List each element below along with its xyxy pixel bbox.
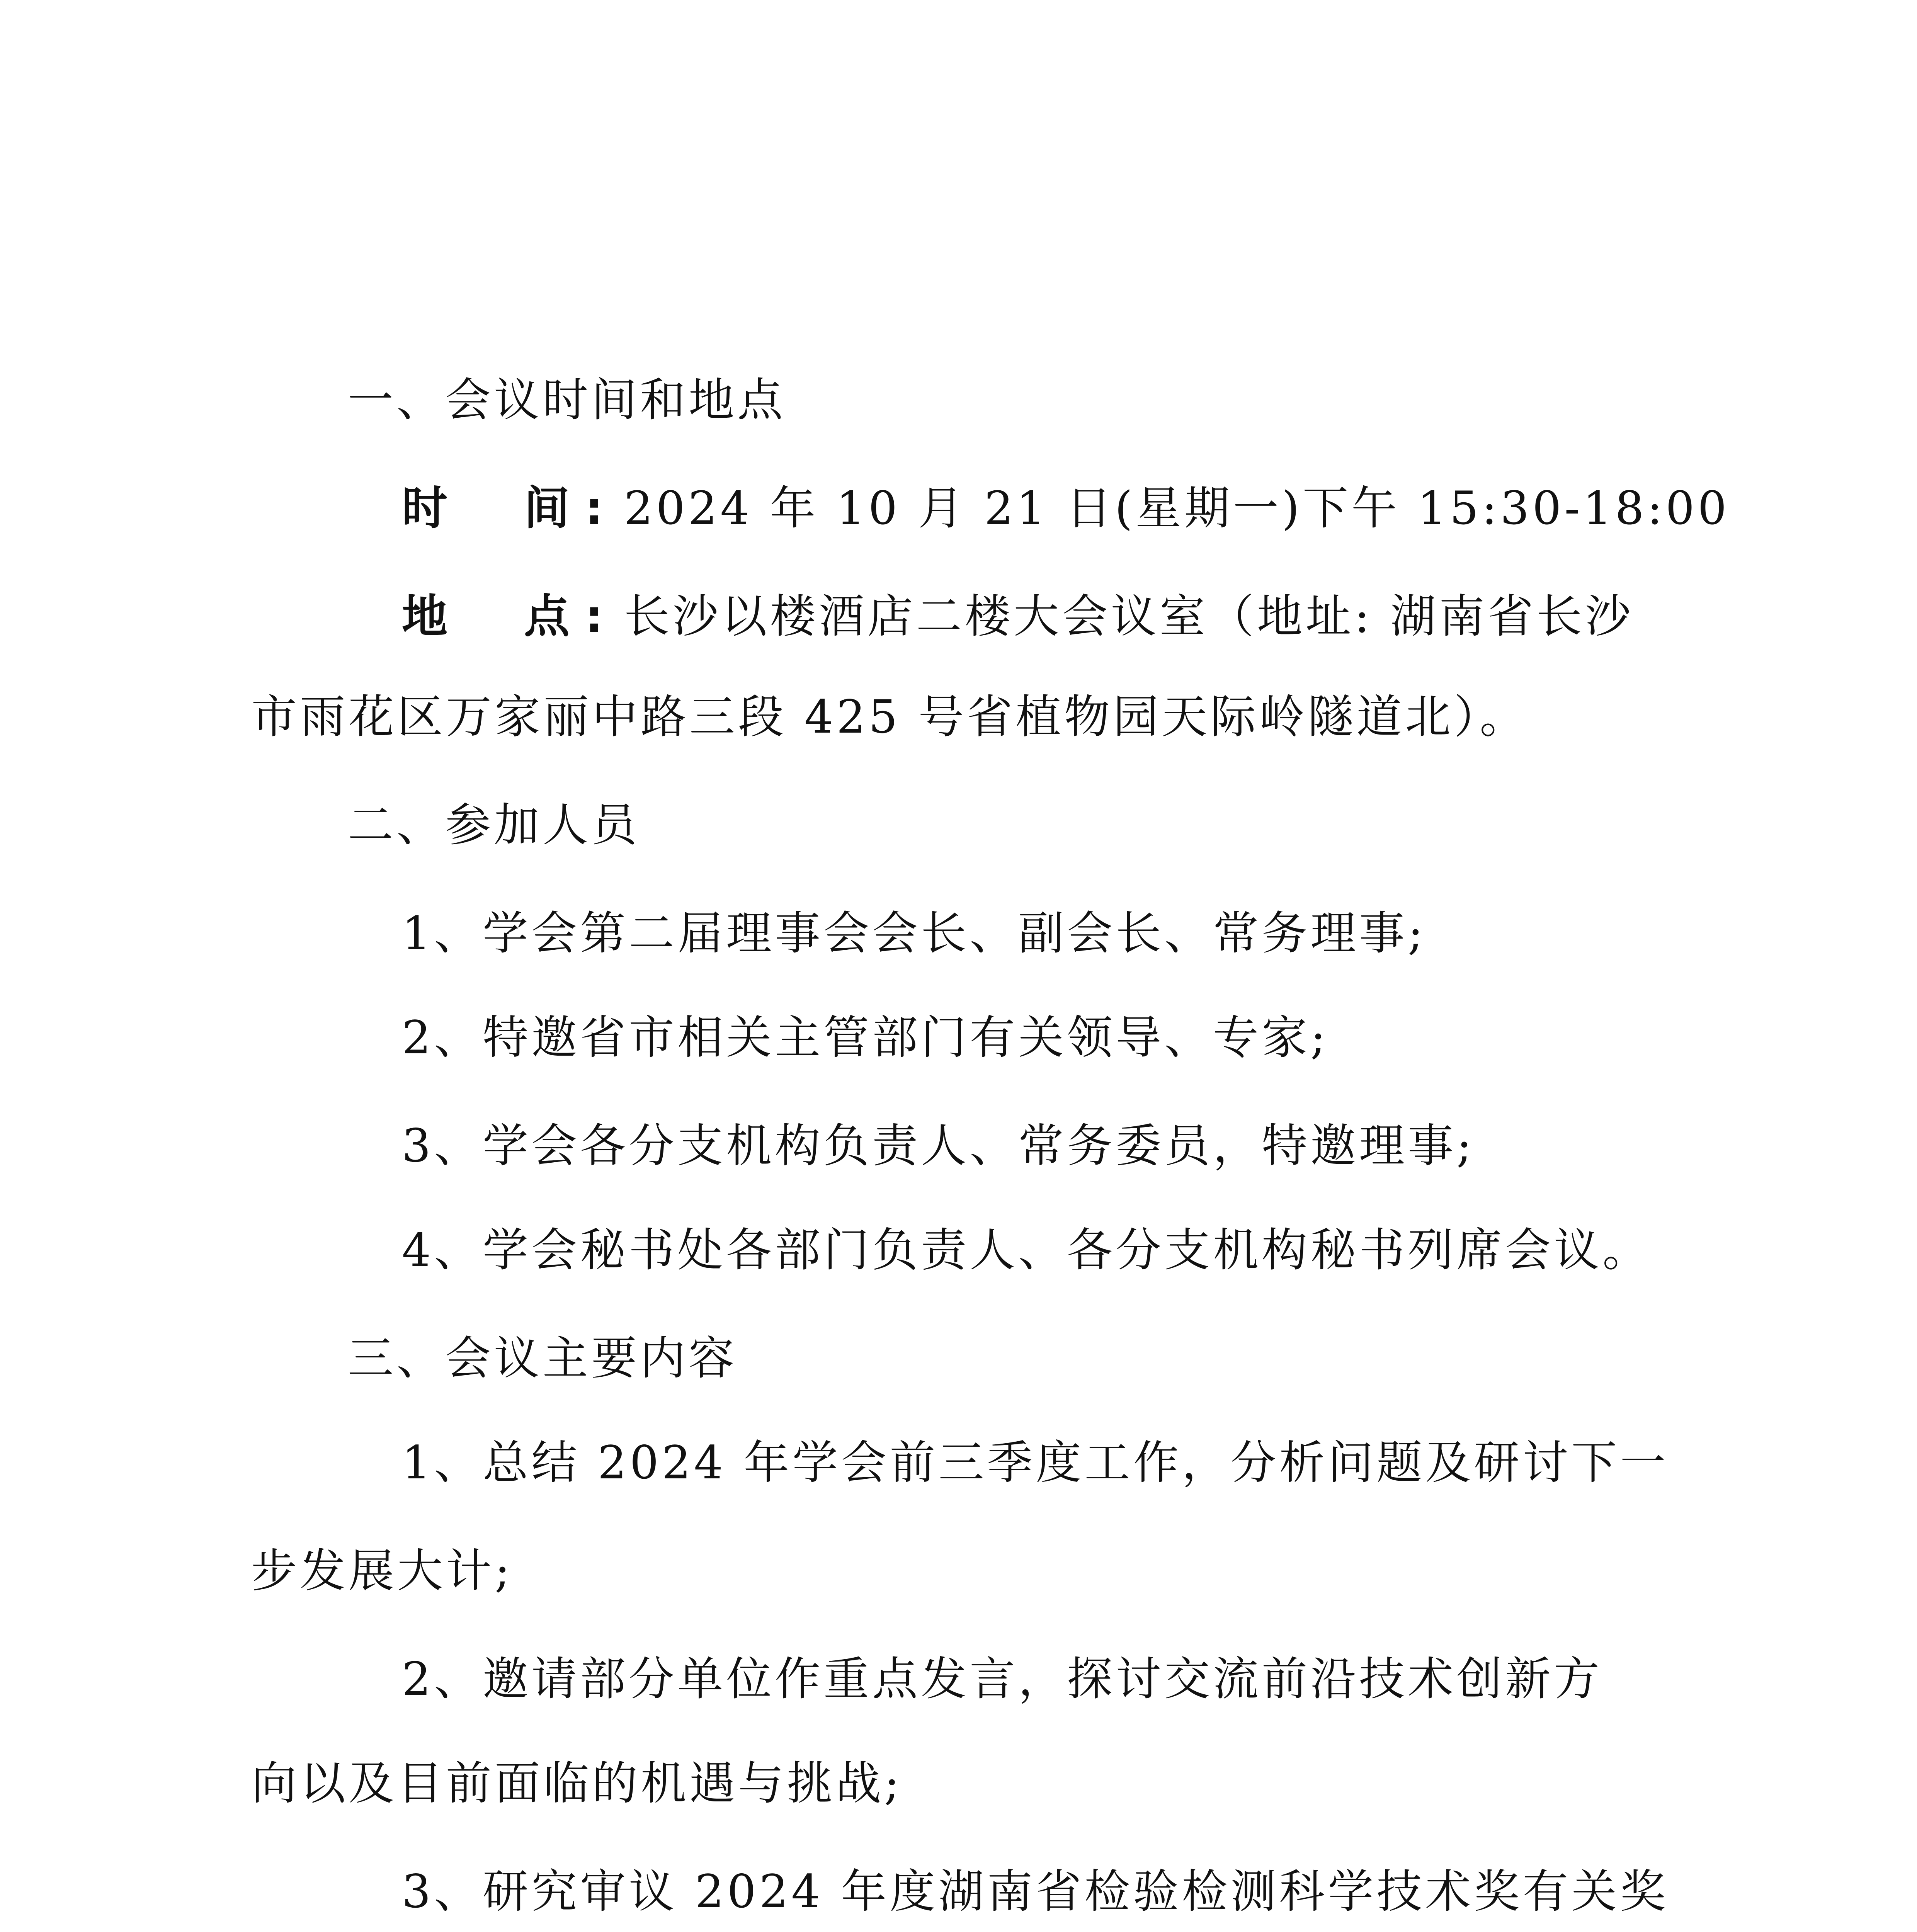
content-item-line1: 1、总结 2024 年学会前三季度工作，分析问题及研讨下一 <box>402 1436 1669 1489</box>
time-line <box>402 479 1730 537</box>
place-value-line2: 市雨花区万家丽中路三段 425 号省植物园天际岭隧道北）。 <box>251 690 1529 743</box>
section-heading-main-content: 三、会议主要内容 <box>348 1332 738 1385</box>
place-label-colon: : <box>585 590 607 643</box>
place-value-line1: 长沙以楼酒店二楼大会议室（地址: 湖南省长沙 <box>624 590 1634 643</box>
content-item-line2: 向以及目前面临的机遇与挑战; <box>251 1757 903 1810</box>
content-item-line1: 2、邀请部分单位作重点发言，探讨交流前沿技术创新方 <box>402 1652 1603 1706</box>
participant-item: 1、学会第二届理事会会长、副会长、常务理事; <box>402 906 1426 960</box>
time-value: 2024 年 10 月 21 日(星期一)下午 15:30-18:00 <box>624 481 1730 535</box>
content-item-line1: 3、研究审议 2024 年度湖南省检验检测科学技术奖有关奖 <box>402 1865 1669 1918</box>
section-heading-time-place: 一、会议时间和地点 <box>348 373 786 427</box>
participant-item: 3、学会各分支机构负责人、常务委员，特邀理事; <box>402 1119 1475 1172</box>
participant-item: 2、特邀省市相关主管部门有关领导、专家; <box>402 1011 1329 1064</box>
content-item-line2: 步发展大计; <box>251 1544 513 1597</box>
place-line <box>402 587 1634 645</box>
time-label-colon: : <box>585 481 607 535</box>
time-label: 时 间 <box>402 481 585 535</box>
participant-item: 4、学会秘书处各部门负责人、各分支机构秘书列席会议。 <box>402 1223 1652 1277</box>
place-label: 地 点 <box>402 590 585 643</box>
section-heading-participants: 二、参加人员 <box>348 798 640 852</box>
